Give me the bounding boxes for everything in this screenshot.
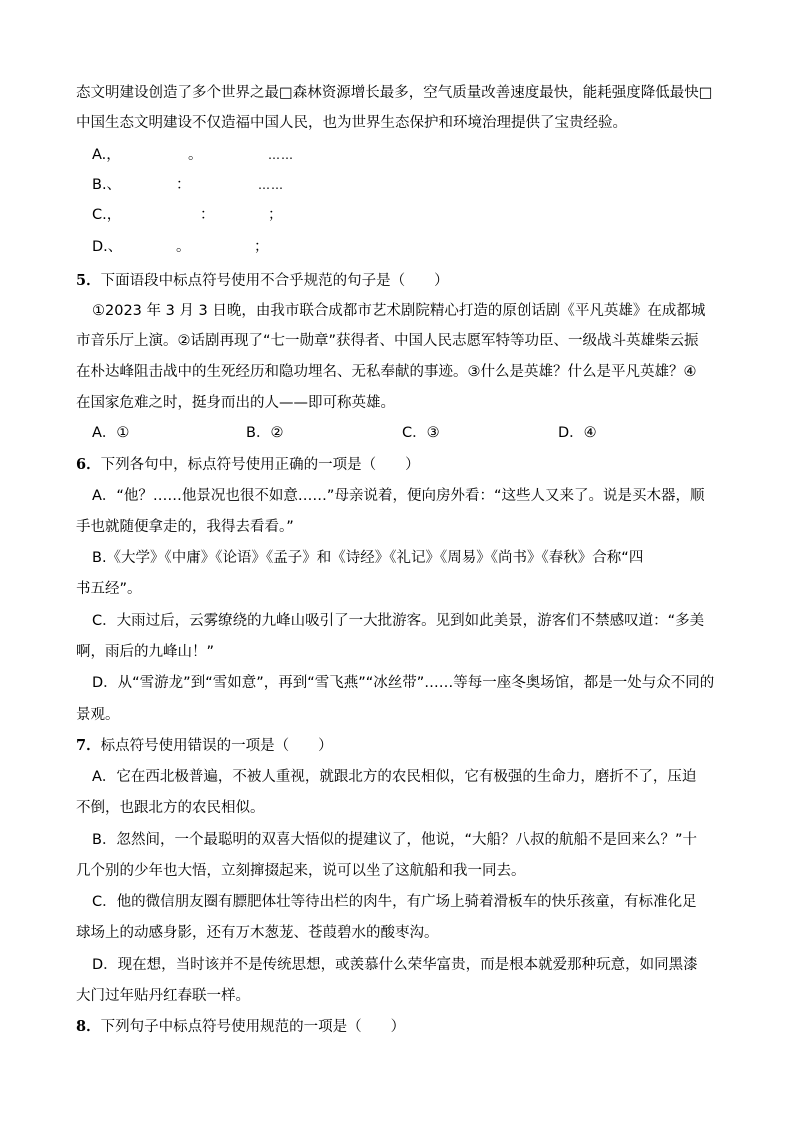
q6-line: D．从“雪游龙”到“雪如意”，再到“雪飞燕”“冰丝带”……等每一座冬奥场馆，都是一处与众不同的 — [92, 675, 715, 691]
q6-line: A．“他？……他景况也很不如意……”母亲说着，便向房外看：“这些人又来了。说是买木器，顺 — [92, 488, 705, 504]
q5-option-a: A．① — [92, 425, 130, 441]
q4-option-mark: ； — [254, 239, 269, 255]
q4-option-label: B.、 — [92, 177, 122, 193]
q7-line: C．他的微信朋友圈有膘肥体壮等待出栏的肉牛，有广场上骑着滑板车的快乐孩童，有标准化足 — [92, 894, 697, 910]
question-number: 6． — [76, 456, 101, 473]
q4-option-label: D.、 — [92, 239, 123, 255]
question-number: 8． — [76, 1018, 101, 1035]
question-stem: 下列句子中标点符号使用规范的一项是（ ） — [100, 1019, 406, 1035]
q5-option-d: D．④ — [558, 425, 597, 441]
intro-line-2: 中国生态文明建设不仅造福中国人民，也为世界生态保护和环境治理提供了宝贵经验。 — [76, 115, 627, 131]
q5-passage-line: 在国家危难之时，挺身而出的人——即可称英雄。 — [76, 395, 395, 411]
q7-line: 几个别的少年也大悟，立刻撺掇起来，说可以坐了这航船和我一同去。 — [76, 863, 526, 879]
q6-stem-line — [76, 450, 721, 480]
q4-option-mark: ： — [200, 207, 215, 223]
question-stem: 下面语段中标点符号使用不合乎规范的句子是（ ） — [100, 273, 449, 289]
q7-line: 大门过年贴丹红春联一样。 — [76, 988, 250, 1004]
question-number: 7． — [76, 737, 101, 754]
question-number: 5． — [76, 272, 101, 289]
q7-line: A．它在西北极普遍，不被人重视，就跟北方的农民相似，它有极强的生命力，磨折不了，压迫 — [92, 769, 697, 785]
question-stem: 下列各句中，标点符号使用正确的一项是（ ） — [100, 457, 420, 473]
q4-option-mark: 。 — [176, 239, 191, 255]
q5-passage-line: 在朴达峰阻击战中的生死经历和隐功埋名、无私奉献的事迹。③什么是英雄？什么是平凡英雄？④ — [76, 364, 697, 380]
q4-option-mark: …… — [258, 178, 284, 192]
q5-option-b: B．② — [246, 425, 284, 441]
q6-line: C．大雨过后，云雾缭绕的九峰山吸引了一大批游客。见到如此美景，游客们不禁感叹道：“多美 — [92, 613, 705, 629]
q6-line: B.《大学》《中庸》《论语》《孟子》和《诗经》《礼记》《周易》《尚书》《春秋》合称“四 — [92, 550, 644, 566]
q5-passage-line: ①2023 年 3 月 3 日晚，由我市联合成都市艺术剧院精心打造的原创话剧《平凡英雄》在成都城 — [92, 303, 706, 319]
q6-line: 书五经”。 — [76, 581, 142, 597]
q6-line: 啊，雨后的九峰山！” — [76, 644, 215, 660]
q5-stem-line — [76, 266, 721, 296]
question-stem: 标点符号使用错误的一项是（ ） — [100, 738, 333, 754]
q5-option-c: C．③ — [402, 425, 440, 441]
q6-line: 景观。 — [76, 707, 120, 723]
q7-line: 球场上的动感身影，还有万木葱茏、苍葭碧水的酸枣沟。 — [76, 925, 439, 941]
q4-option-mark: 。 — [188, 147, 203, 163]
q4-option-mark: …… — [268, 148, 294, 162]
q4-option-label: C.， — [92, 207, 122, 223]
q4-option-mark: ： — [176, 177, 191, 193]
q7-stem-line — [76, 731, 721, 761]
q7-line: B．忽然间，一个最聪明的双喜大悟似的提建议了，他说，“大船？八叔的航船不是回来么？”十 — [92, 832, 697, 848]
q7-line: D．现在想，当时该并不是传统思想，或羡慕什么荣华富贵，而是根本就爱那种玩意，如同黑漆 — [92, 957, 698, 973]
intro-line-1: 态文明建设创造了多个世界之最□森林资源增长最多，空气质量改善速度最快，能耗强度降低最快□ — [76, 85, 713, 101]
q5-passage-line: 市音乐厅上演。②话剧再现了“七一勋章”获得者、中国人民志愿军特等功臣、一级战斗英雄柴云振 — [76, 333, 699, 349]
q4-option-mark: ； — [268, 207, 283, 223]
q4-option-label: A.， — [92, 147, 121, 163]
q7-line: 不倒，也跟北方的农民相似。 — [76, 800, 265, 816]
q8-stem-line — [76, 1012, 721, 1042]
q6-line: 手也就随便拿走的，我得去看看。” — [76, 519, 294, 535]
